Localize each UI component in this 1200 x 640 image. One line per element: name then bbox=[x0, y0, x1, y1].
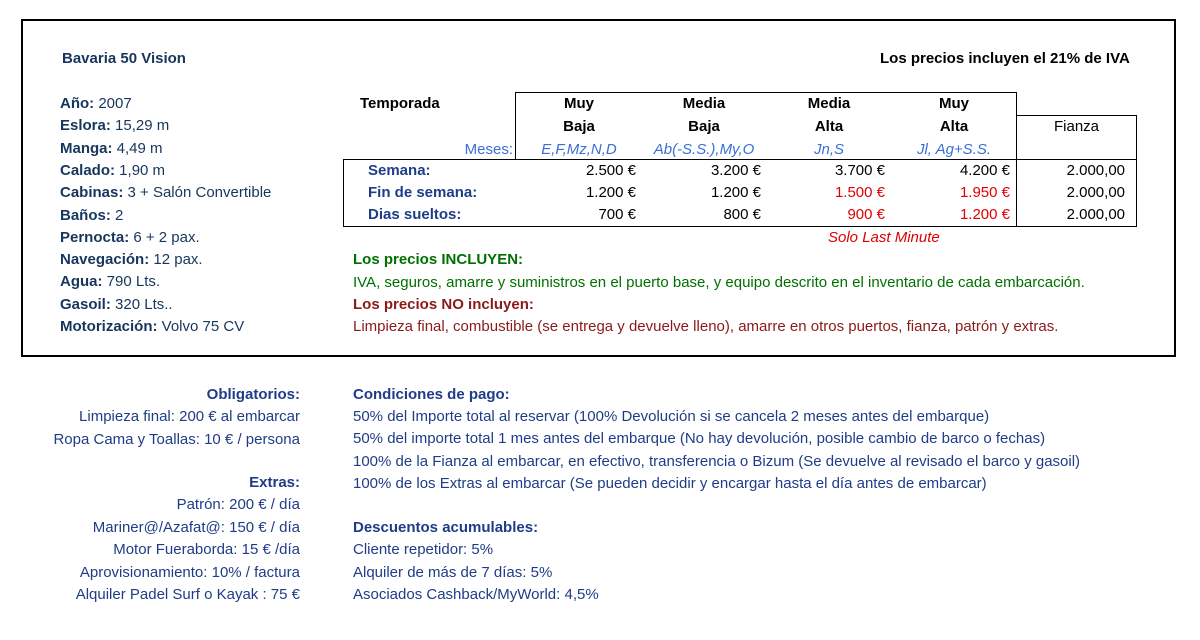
price-cell: 1.200 € bbox=[710, 184, 761, 201]
incluyen-text: IVA, seguros, amarre y suministros en el puerto base, y equipo descrito en el inventario de cada embarcación. bbox=[353, 274, 1085, 291]
spec-value: 12 pax. bbox=[149, 251, 203, 269]
last-minute-note: Solo Last Minute bbox=[828, 229, 940, 246]
table-top-line bbox=[515, 92, 1017, 93]
spec-label: Baños: bbox=[60, 206, 111, 224]
list-item: Alquiler de más de 7 días: 5% bbox=[353, 563, 553, 581]
list-item: Mariner@/Azafat@: 150 € / día bbox=[92, 518, 300, 536]
list-item: Motor Fueraborda: 15 € /día bbox=[113, 541, 300, 558]
spec-label: Gasoil: bbox=[60, 295, 111, 313]
list-item: Limpieza final: 200 € al embarcar bbox=[79, 408, 300, 425]
spec-value: 2007 bbox=[94, 95, 132, 112]
price-row-label: Semana: bbox=[368, 162, 431, 179]
spec-value: 2 bbox=[110, 206, 124, 224]
fianza-header: Fianza bbox=[1053, 118, 1100, 135]
meses-label: Meses: bbox=[464, 141, 513, 158]
season-header-line1: Muy bbox=[564, 95, 594, 112]
spec-row bbox=[60, 184, 271, 201]
spec-row bbox=[60, 318, 244, 335]
price-row-label: Dias sueltos: bbox=[368, 206, 462, 223]
list-item: 100% de los Extras al embarcar (Se pueden decidir y encargar hasta el día antes de embarcar) bbox=[353, 474, 987, 492]
spec-value: 1,90 m bbox=[115, 161, 166, 179]
price-cell: 1.200 € bbox=[959, 206, 1010, 223]
spec-row bbox=[60, 95, 132, 112]
spec-label: Pernocta: bbox=[60, 228, 130, 246]
spec-label: Calado: bbox=[60, 161, 116, 179]
spec-label: Cabinas: bbox=[60, 184, 124, 202]
price-cell: 2.500 € bbox=[585, 162, 636, 179]
spec-row bbox=[60, 251, 203, 268]
season-months: Ab(-S.S.),My,O bbox=[653, 141, 755, 158]
prices-top-line bbox=[343, 159, 1137, 160]
fianza-cell: 2.000,00 bbox=[1066, 162, 1125, 179]
spec-label: Agua: bbox=[60, 273, 103, 291]
fianza-top-line bbox=[1016, 115, 1137, 116]
list-item: Cliente repetidor: 5% bbox=[353, 541, 494, 558]
spec-value: 4,49 m bbox=[112, 139, 163, 157]
season-months: Jl, Ag+S.S. bbox=[916, 141, 992, 158]
spec-label: Año: bbox=[60, 95, 95, 112]
list-item: Asociados Cashback/MyWorld: 4,5% bbox=[353, 586, 599, 603]
list-item: 50% del importe total 1 mes antes del embarque (No hay devolución, posible cambio de barco o fechas) bbox=[353, 430, 1046, 448]
season-months: Jn,S bbox=[813, 141, 844, 158]
list-item: Aprovisionamiento: 10% / factura bbox=[79, 563, 300, 581]
season-header-line2: Alta bbox=[939, 118, 969, 135]
prices-left-line bbox=[343, 159, 344, 227]
list-item: Patrón: 200 € / día bbox=[176, 496, 300, 513]
price-cell: 3.700 € bbox=[834, 162, 885, 179]
list-item: 100% de la Fianza al embarcar, en efectivo, transferencia o Bizum (Se devuelve al revisado el barco y gasoil) bbox=[353, 452, 1081, 470]
season-header-line1: Muy bbox=[939, 95, 969, 112]
prices-divider-line bbox=[1016, 159, 1017, 227]
obligatorios-title: Obligatorios: bbox=[206, 386, 300, 403]
no-incluyen-title: Los precios NO incluyen: bbox=[353, 296, 534, 313]
spec-value: Volvo 75 CV bbox=[157, 318, 245, 335]
extras-title: Extras: bbox=[249, 474, 300, 491]
list-item: Ropa Cama y Toallas: 10 € / persona bbox=[53, 430, 300, 448]
price-cell: 1.200 € bbox=[585, 184, 636, 201]
price-cell: 1.950 € bbox=[959, 184, 1010, 201]
spec-value: 15,29 m bbox=[110, 117, 170, 135]
spec-value: 790 Lts. bbox=[102, 273, 161, 291]
season-header-line2: Alta bbox=[814, 118, 844, 135]
season-header-line2: Baja bbox=[688, 118, 720, 135]
fianza-right-line bbox=[1136, 115, 1137, 227]
incluyen-title: Los precios INCLUYEN: bbox=[353, 251, 524, 268]
spec-row bbox=[60, 162, 165, 179]
price-cell: 4.200 € bbox=[959, 162, 1010, 179]
fianza-cell: 2.000,00 bbox=[1066, 206, 1125, 223]
spec-label: Motorización: bbox=[60, 318, 158, 335]
no-incluyen-text: Limpieza final, combustible (se entrega y devuelve lleno), amarre en otros puertos, fianza, patrón y extras. bbox=[353, 318, 1059, 335]
temporada-label: Temporada bbox=[360, 95, 440, 112]
iva-note: Los precios incluyen el 21% de IVA bbox=[880, 50, 1130, 67]
spec-row bbox=[60, 207, 123, 224]
season-months: E,F,Mz,N,D bbox=[541, 141, 617, 158]
spec-value: 6 + 2 pax. bbox=[129, 228, 200, 246]
boat-title: Bavaria 50 Vision bbox=[62, 50, 186, 67]
season-header-line2: Baja bbox=[563, 118, 595, 135]
price-row-label: Fin de semana: bbox=[368, 184, 478, 201]
fianza-cell: 2.000,00 bbox=[1066, 184, 1125, 201]
price-cell: 3.200 € bbox=[710, 162, 761, 179]
price-cell: 1.500 € bbox=[834, 184, 885, 201]
spec-row bbox=[60, 117, 169, 134]
prices-bottom-line bbox=[343, 226, 1137, 227]
list-item: 50% del Importe total al reservar (100% Devolución si se cancela 2 meses antes del embarque) bbox=[353, 408, 990, 425]
descuentos-title: Descuentos acumulables: bbox=[353, 519, 539, 536]
spec-row bbox=[60, 296, 173, 313]
spec-value: 3 + Salón Convertible bbox=[123, 184, 272, 202]
spec-value: 320 Lts.. bbox=[110, 295, 173, 313]
price-cell: 800 € bbox=[723, 206, 761, 223]
price-cell: 700 € bbox=[598, 206, 636, 223]
spec-row bbox=[60, 273, 160, 290]
condiciones-title: Condiciones de pago: bbox=[353, 386, 510, 403]
spec-label: Eslora: bbox=[60, 117, 111, 135]
season-header-line1: Media bbox=[682, 95, 726, 112]
spec-row bbox=[60, 229, 200, 246]
list-item: Alquiler Padel Surf o Kayak : 75 € bbox=[75, 586, 300, 603]
spec-row bbox=[60, 140, 163, 157]
spec-label: Manga: bbox=[60, 139, 113, 157]
spec-label: Navegación: bbox=[60, 251, 150, 269]
season-header-line1: Media bbox=[807, 95, 851, 112]
price-cell: 900 € bbox=[847, 206, 885, 223]
